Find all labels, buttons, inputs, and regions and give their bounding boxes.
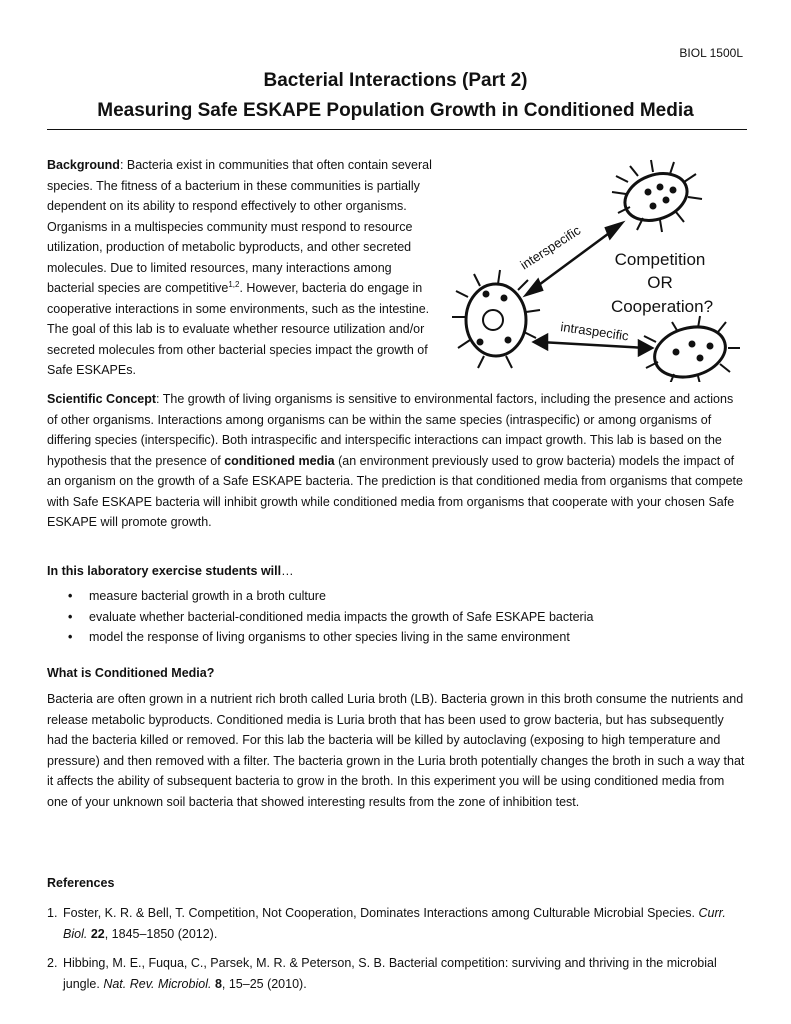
title-divider: [47, 129, 747, 130]
background-paragraph: [47, 155, 439, 381]
page-subtitle: Measuring Safe ESKAPE Population Growth in Conditioned Media: [97, 100, 694, 121]
scientific-concept-text-b: (an environment previously used to grow bacteria) models the impact of an organism on the growth of a Safe ESKAPE bacteria. The prediction is that conditioned media from organisms that compete with Safe ESKAPE bacteria will inhibit growth while conditioned media from organisms that cooperate with your chosen Safe ESKAPE will promote growth.: [47, 453, 743, 529]
conditioned-media-term: conditioned media: [224, 453, 335, 468]
scientific-concept-section: [47, 389, 747, 533]
interspecific-label: interspecific: [517, 222, 584, 273]
background-text-a: : Bacteria exist in communities that often contain several species. The fitness of a bacterium in these communities is partially dependent on its ability to respond effectively to other organisms. Organisms in a multispecies community must respond to resource utilization, production of metabolic byproducts, and other secreted molecules. Due to limited resources, many interactions among bacterial species are competitive: [47, 158, 432, 295]
reference-item: [47, 953, 747, 994]
reference-authors: Foster, K. R. & Bell, T. Competition, Not Cooperation, Dominates Interactions among Culturable Microbial Species.: [63, 906, 699, 920]
or-label: OR: [647, 273, 673, 292]
bacterium-left-icon: [452, 270, 540, 368]
references-heading: References: [47, 876, 115, 890]
scientific-concept-paragraph: [47, 389, 747, 533]
objectives-list: [68, 586, 593, 648]
citation-superscript: 1,2: [228, 279, 240, 289]
competition-label: Competition: [614, 250, 706, 269]
reference-authors: Hibbing, M. E., Fuqua, C., Parsek, M. R. & Peterson, S. B. Bacterial competition: surviving and thriving in the microbial jungle.: [63, 956, 717, 991]
reference-volume: 22: [90, 926, 105, 941]
objectives-heading: [47, 561, 747, 582]
reference-pages: , 15–25 (2010).: [221, 976, 307, 991]
bacterium-bottom-icon: [644, 316, 740, 382]
objectives-heading-text: In this laboratory exercise students will: [47, 564, 282, 578]
cooperation-label: Cooperation?: [610, 297, 714, 316]
page-title: Bacterial Interactions (Part 2): [263, 70, 528, 91]
reference-journal: Curr. Biol.: [63, 906, 726, 941]
bacteria-interaction-figure: [448, 152, 748, 382]
scientific-concept-label: Scientific Concept: [47, 392, 157, 406]
objective-item: • measure bacterial growth in a broth culture: [68, 586, 593, 607]
reference-number: 2.: [47, 956, 58, 970]
scientific-concept-text-a: : The growth of living organisms is sensitive to environmental factors, including the presence and actions of other organisms. Interactions among organisms can be within the same species (intraspecific) or among organisms of differing species (interspecific). Both intraspecific and interspecific interactions can impact growth. This lab is based on the hypothesis that the presence of: [47, 392, 734, 468]
references-list: [47, 903, 747, 1003]
conditioned-media-paragraph: Bacteria are often grown in a nutrient rich broth called Luria broth (LB). Bacteria grown in this broth consume the nutrients and release metabolic byproducts. Conditioned media is Luria broth that has been used to grow bacteria, but has subsequently had the bacteria killed or removed. For this lab the bacteria will be killed by autoclaving (exposing to high temperature and pressure) and then removed with a filter. The bacteria grown in the Luria broth potentially changes the broth in such a way that it affects the ability of subsequent bacteria to grow in the broth. In this experiment you will be using conditioned media from one of your unknown soil bacteria that showed interesting results from the zone of inhibition test.: [47, 692, 745, 809]
background-section: [47, 155, 439, 381]
bacterium-top-icon: [612, 160, 702, 232]
intraspecific-label: intraspecific: [559, 319, 630, 344]
reference-number: 1.: [47, 906, 58, 920]
reference-pages: , 1845–1850 (2012).: [104, 926, 218, 941]
conditioned-media-heading: What is Conditioned Media?: [47, 666, 215, 680]
background-label: Background: [47, 158, 120, 172]
course-code: BIOL 1500L: [679, 46, 743, 60]
objective-item: • model the response of living organisms to other species living in the same environment: [68, 627, 593, 648]
reference-volume: 8: [214, 976, 222, 991]
objectives-heading-tail: …: [281, 564, 294, 578]
background-text-b: . However, bacteria do engage in cooperative interactions in some environments, such as the intestine. The goal of this lab is to evaluate whether resource utilization and/or secreted molecules from other bacterial species impact the growth of Safe ESKAPEs.: [47, 281, 430, 377]
reference-item: [47, 903, 747, 944]
objective-item: • evaluate whether bacterial-conditioned media impacts the growth of Safe ESKAPE bacteria: [68, 607, 593, 628]
reference-journal: Nat. Rev. Microbiol.: [103, 976, 212, 991]
